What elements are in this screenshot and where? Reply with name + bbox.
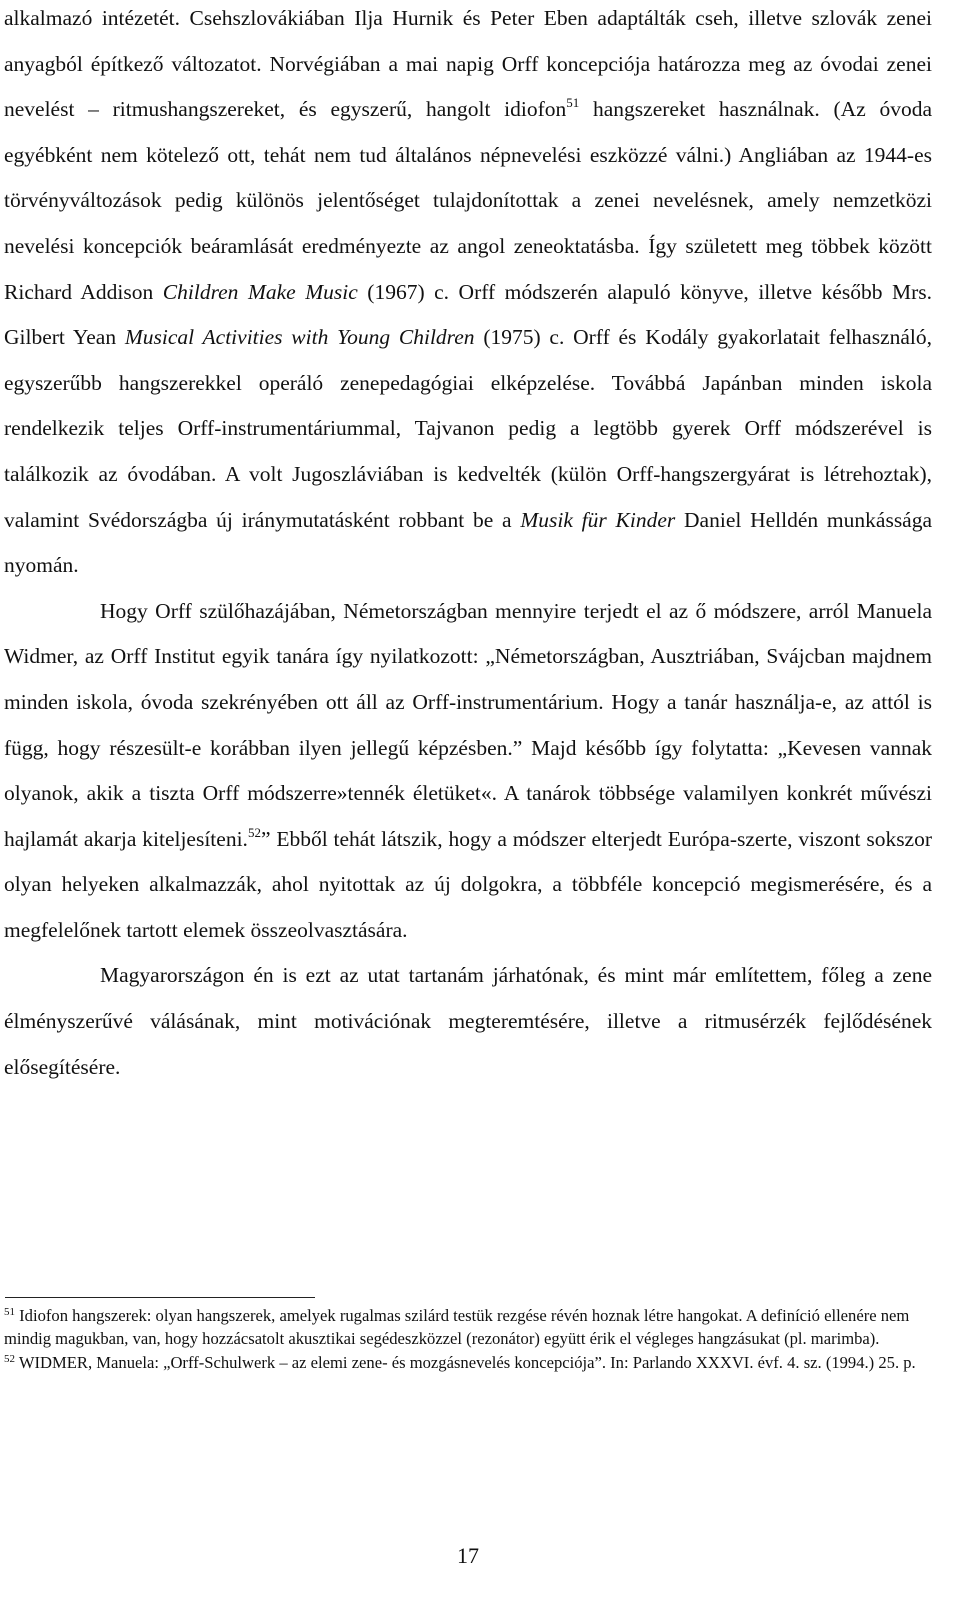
- paragraph-1-text-4: (1975) c. Orff és Kodály gyakorlatait felhasználó, egyszerűbb hangszerekkel operáló zenepedagógiai elképzelése. Továbbá Japánban minden iskola rendelkezik teljes Orff-instrumentáriummal, Tajvanon pedig a legtöbb gyerek Orff módszerével is találkozik az óvodában. A volt Jugoszláviában is kedvelték (külön Orff-hangszergyárat is létrehoztak), valamint Svédországba új iránymutatásként robbant be a: [4, 325, 933, 532]
- footnote-text-51: Idiofon hangszerek: olyan hangszerek, amelyek rugalmas szilárd testük rezgése révén hoznak létre hangokat. A definíció ellenére nem mindig magukban, van, hogy hozzácsatolt akusztikai segédeszközzel (rezonátor) együtt érik el végleges hangzásukat (pl. marimba).: [4, 1306, 910, 1349]
- footnote-52: [4, 1351, 934, 1374]
- footnote-text-52: WIDMER, Manuela: „Orff-Schulwerk – az elemi zene- és mozgásnevelés koncepciója”. In: Parlando XXXVI. évf. 4. sz. (1994.) 25. p.: [15, 1352, 916, 1372]
- paragraph-2-text-1: Hogy Orff szülőhazájában, Németországban mennyire terjedt el az ő módszere, arról Manuela Widmer, az Orff Institut egyik tanára így nyilatkozott: „Németországban, Ausztriában, Svájcban majdnem minden iskola, óvoda szekrényében ott áll az Orff-instrumentárium. Hogy a tanár használja-e, az attól is függ, hogy részesült-e korábban ilyen jellegű képzésben.” Majd később így folytatta: „Kevesen vannak olyanok, akik a tiszta Orff módszerre»tennék életüket«. A tanárok többsége valamilyen konkrét művészi hajlamát akarja kiteljesíteni.: [4, 598, 932, 851]
- book-title-musik-fur-kinder: Musik für Kinder: [520, 507, 676, 532]
- paragraph-1-text-3: (1967) c. Orff módszerén alapuló könyve, illetve később Mrs. Gilbert Yean: [4, 279, 933, 350]
- book-title-musical-activities: Musical Activities with Young Children: [124, 325, 475, 350]
- footnote-number-52: 52: [4, 1352, 15, 1365]
- footnote-reference-52: 52: [247, 824, 261, 840]
- footnote-separator: [5, 1297, 315, 1298]
- footnote-reference-51: 51: [566, 95, 580, 111]
- paragraph-1-text-1: alkalmazó intézetét. Csehszlovákiában Ilja Hurnik és Peter Eben adaptálták cseh, illetve szlovák zenei anyagból építkező változatot. Norvégiában a mai napig Orff koncepciója határozza meg az óvodai zenei nevelést – ritmushangszereket, és egyszerű, hangolt idiofon: [4, 6, 932, 122]
- footnotes: [4, 1304, 934, 1374]
- paragraph-1: [4, 0, 932, 589]
- book-title-children-make-music: Children Make Music: [162, 279, 358, 304]
- paragraph-2-text-2: ” Ebből tehát látszik, hogy a módszer elterjedt Európa-szerte, viszont sokszor olyan helyeken alkalmazzák, ahol nyitottak az új dolgokra, a többféle koncepció megismerésére, és a megfelelőnek tartott elemek összeolvasztására.: [4, 826, 933, 942]
- paragraph-1-text-5: Daniel Helldén munkássága nyomán.: [4, 507, 933, 578]
- paragraph-1-text-2: hangszereket használnak. (Az óvoda egyébként nem kötelező ott, tehát nem tud általános népnevelési eszközzé válni.) Angliában az 1944-es törvényváltozások pedig különös jelentőséget tulajdonítottak a zenei nevelésnek, amely nemzetközi nevelési koncepciók beáramlását eredményezte az angol zeneoktatásba. Így született meg többek között Richard Addison: [4, 97, 932, 304]
- footnote-number-51: 51: [4, 1306, 15, 1318]
- paragraph-2: [4, 589, 932, 954]
- paragraph-3: Magyarországon én is ezt az utat tartanám járhatónak, és mint már említettem, főleg a zene élményszerűvé válásának, mint motivációnak megteremtésére, illetve a ritmusérzék fejlődésének elősegítésére.: [4, 963, 932, 1079]
- footnote-51: [4, 1304, 934, 1351]
- body-text: [4, 0, 932, 1090]
- page-number: 17: [457, 1543, 479, 1568]
